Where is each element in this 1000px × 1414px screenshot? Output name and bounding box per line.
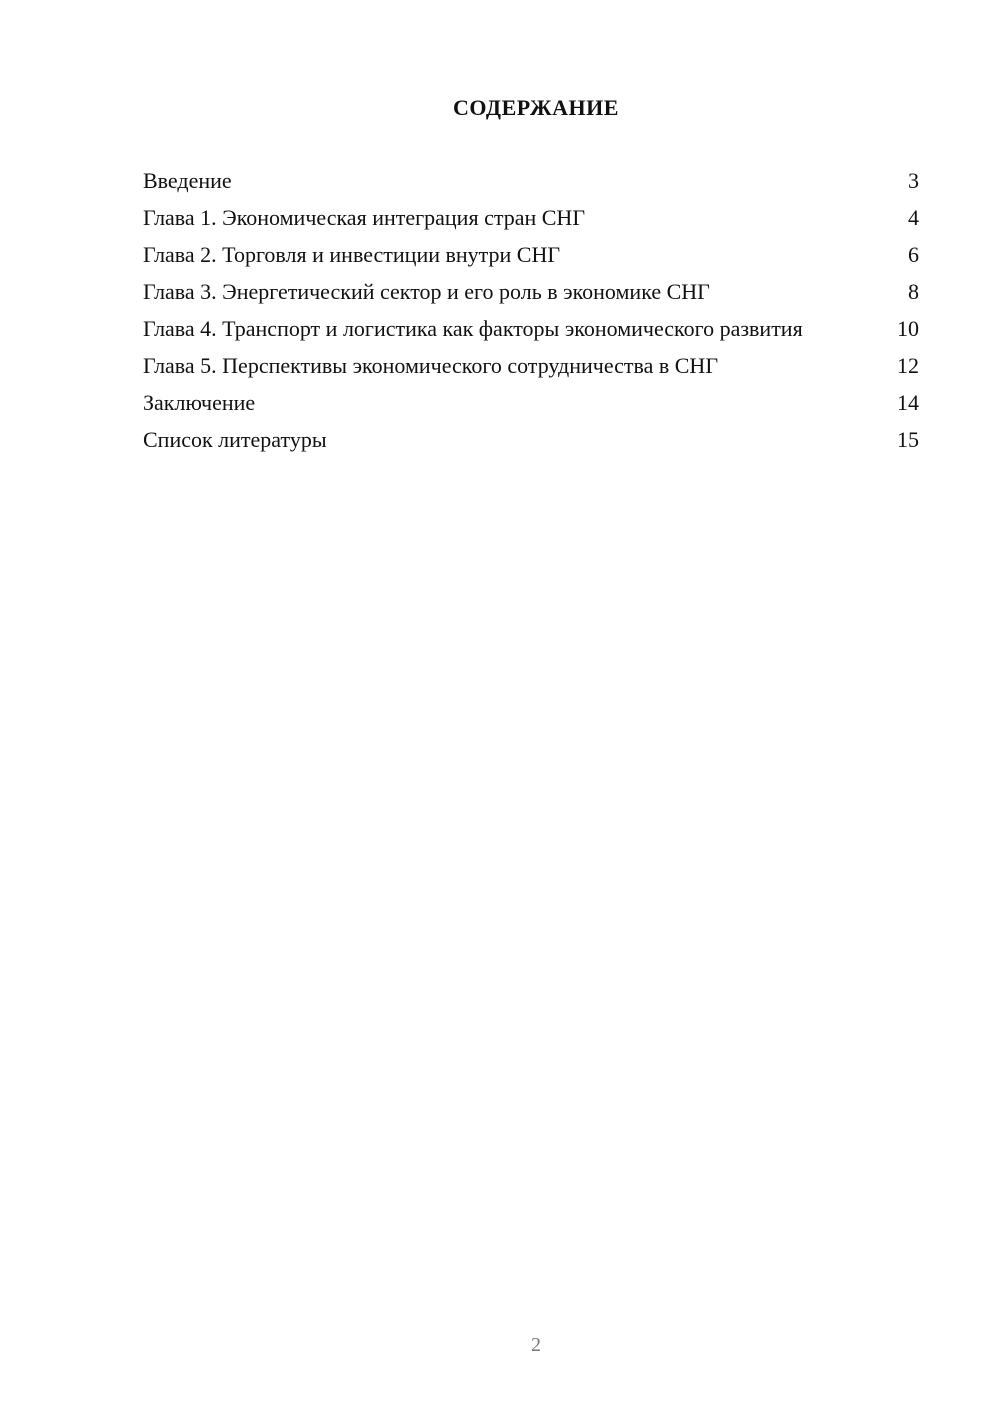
- toc-item-label: Глава 2. Торговля и инвестиции внутри СНГ: [143, 242, 561, 267]
- toc-item-chapter-5: [143, 353, 919, 379]
- toc-item-label: Глава 1. Экономическая интеграция стран СНГ: [143, 205, 586, 230]
- page-number: 2: [531, 1334, 541, 1356]
- toc-item-label: Глава 5. Перспективы экономического сотрудничества в СНГ: [143, 353, 719, 378]
- toc-item-label: Заключение: [143, 390, 256, 415]
- toc-item-page: 14: [897, 390, 919, 415]
- toc-item-page: 4: [908, 205, 919, 230]
- toc-item-page: 10: [897, 316, 919, 341]
- toc-item-references: [143, 427, 919, 453]
- toc-item-label: Глава 3. Энергетический сектор и его роль в экономике СНГ: [143, 279, 710, 304]
- toc-item-introduction: [143, 168, 919, 194]
- toc-item-conclusion: [143, 390, 919, 416]
- toc-item-label: Введение: [143, 168, 232, 193]
- page-title: СОДЕРЖАНИЕ: [453, 95, 619, 120]
- toc-item-chapter-2: [143, 242, 919, 268]
- toc-item-page: 12: [897, 353, 919, 378]
- table-of-contents: [143, 168, 919, 464]
- toc-item-page: 3: [908, 168, 919, 193]
- toc-item-page: 6: [908, 242, 919, 267]
- toc-item-label: Глава 4. Транспорт и логистика как факторы экономического развития: [143, 316, 803, 341]
- toc-item-page: 8: [908, 279, 919, 304]
- toc-item-chapter-3: [143, 279, 919, 305]
- toc-item-chapter-1: [143, 205, 919, 231]
- toc-item-label: Список литературы: [143, 427, 327, 452]
- toc-item-chapter-4: [143, 316, 919, 342]
- toc-item-page: 15: [897, 427, 919, 452]
